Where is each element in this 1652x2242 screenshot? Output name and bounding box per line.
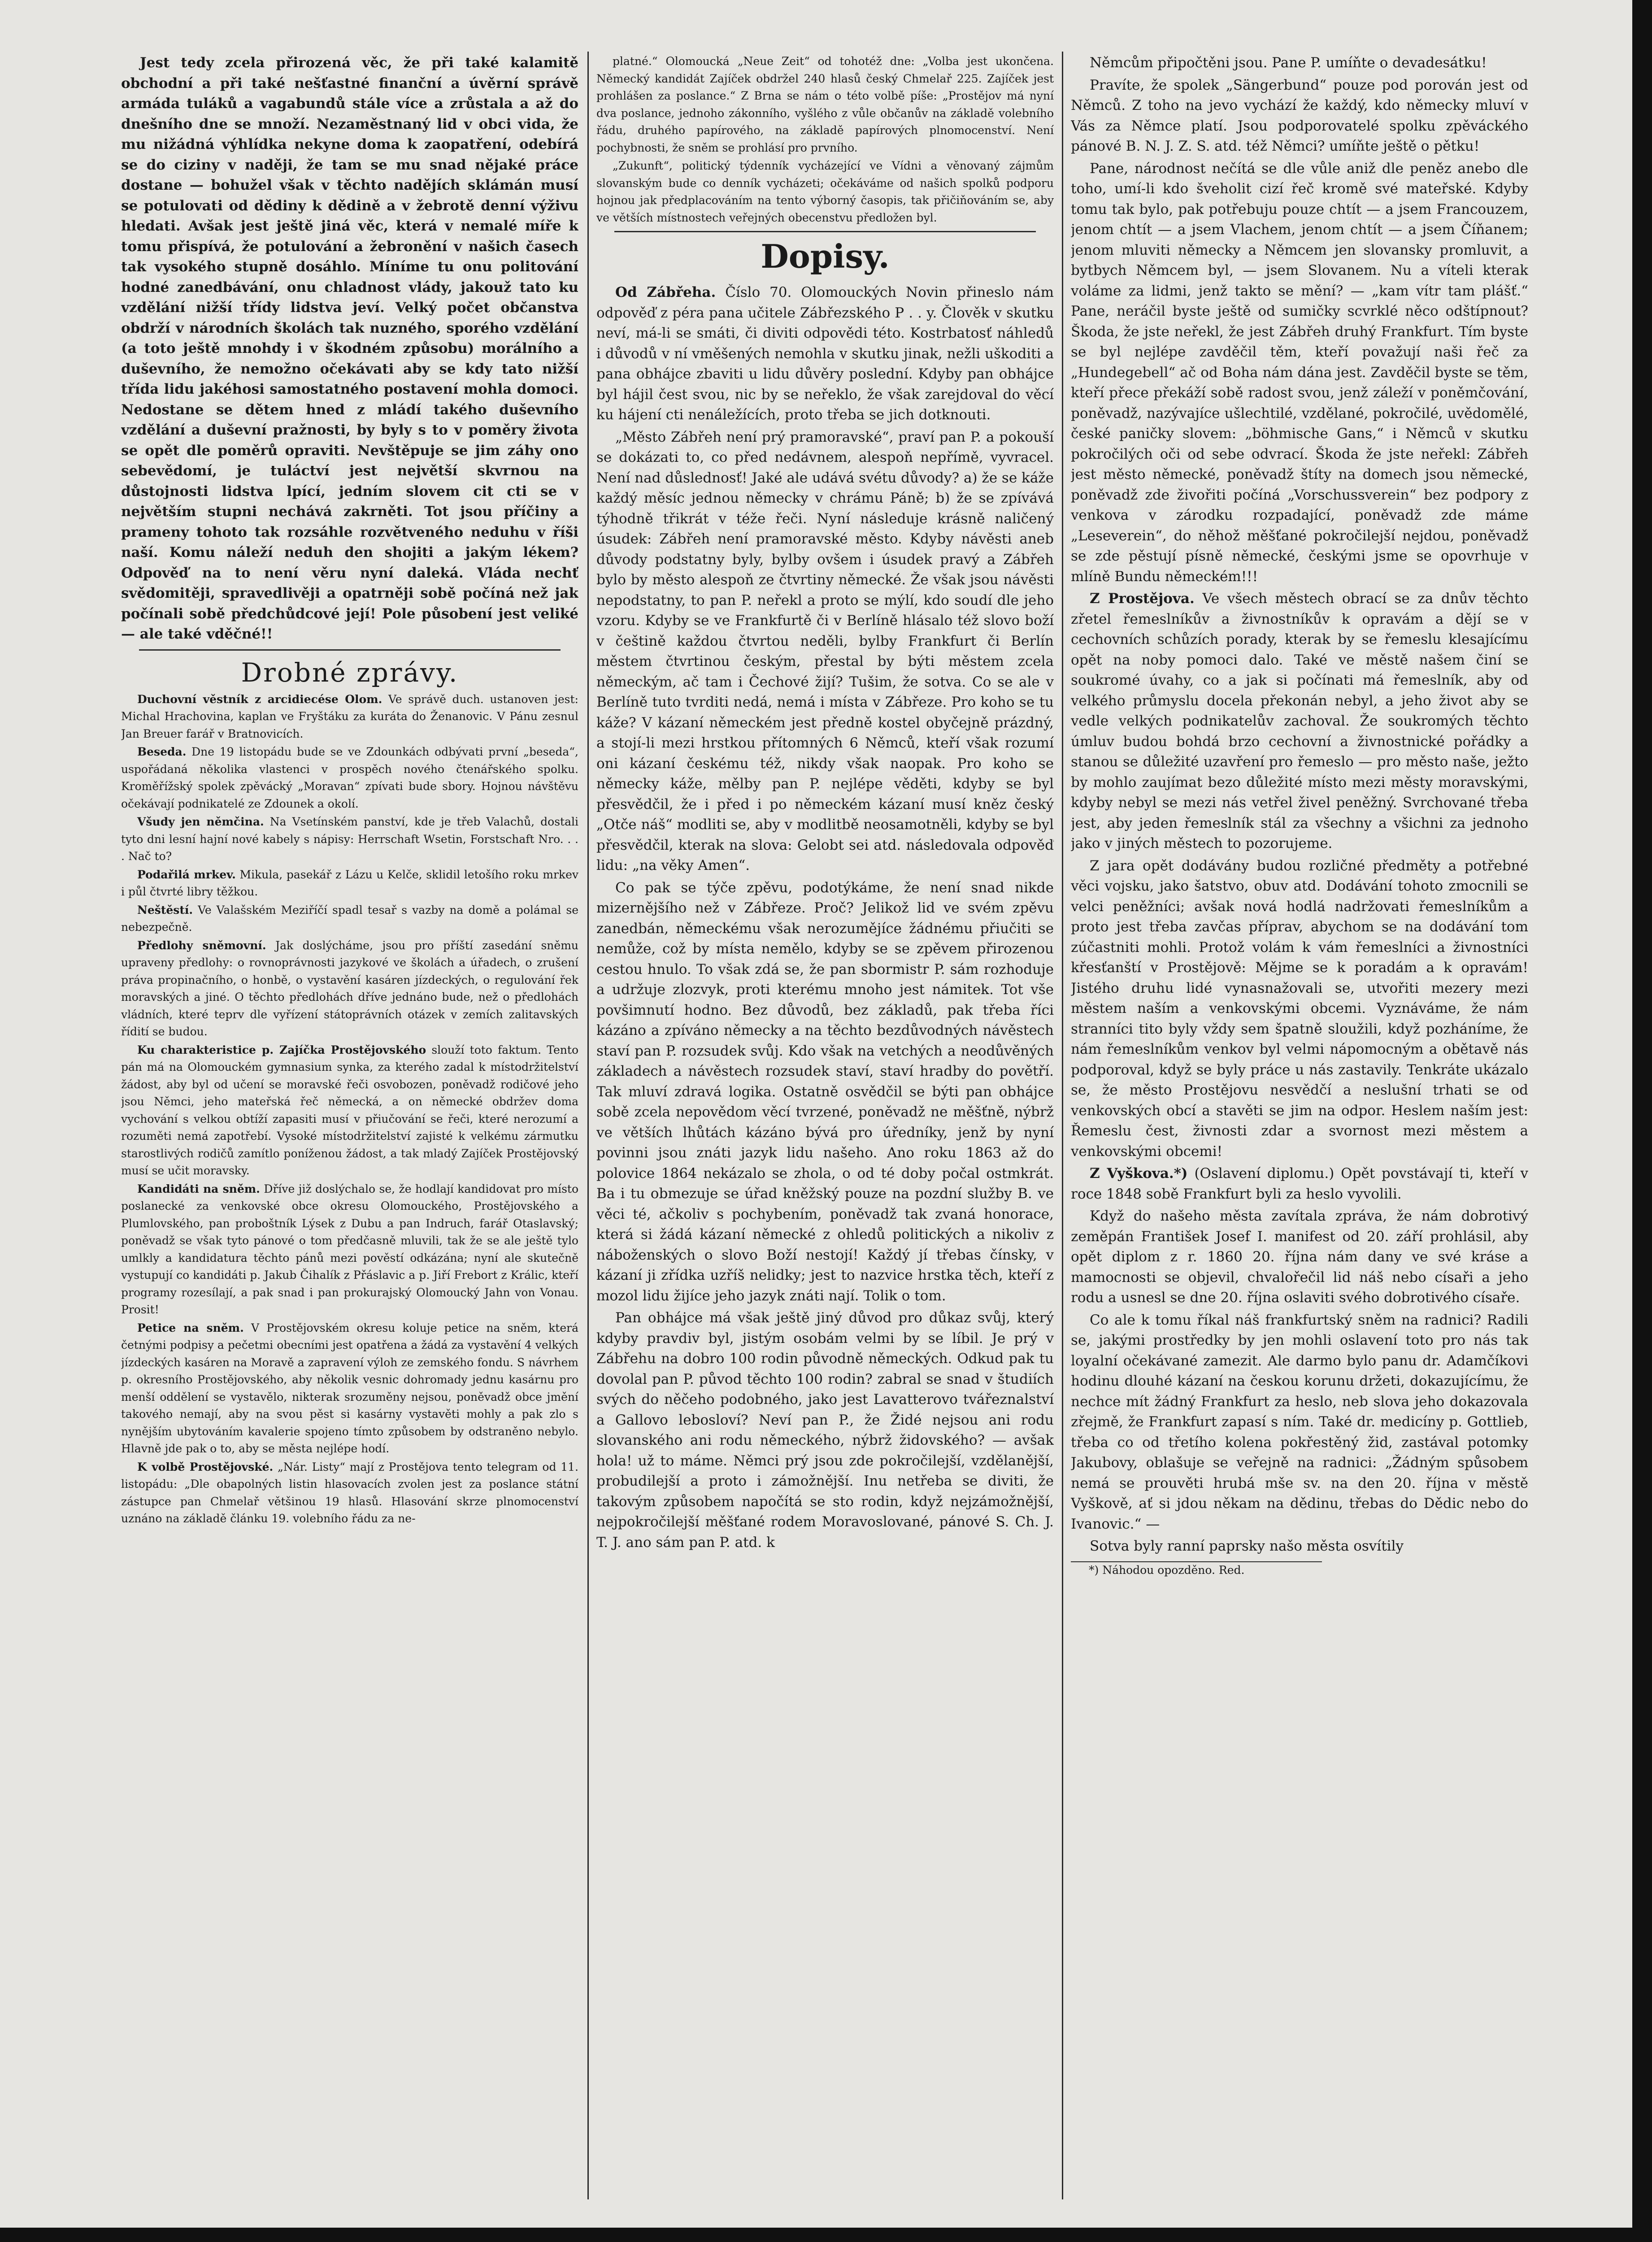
news-item-head: Ku charakteristice p. Zajíčka Prostějovského [137, 1043, 426, 1056]
article-paragraph [1071, 1310, 1528, 1535]
letter-paragraph-text: Číslo 70. Olomouckých Novin přineslo nám odpověď z péra pana učitele Zábřezského P . . y. Člověk v skutku neví, má-li se smáti, či diviti odpovědi této. Kostrbatosť náhledů i důvodů v ní vměšených nemohla v skutku jinak, nežli uškoditi a pana obhájce zbaviti u lidu důvěry poslední. Kdyby pan obhájce byl hájil čest svou, nic by se neřeklo, že však zarejdoval do věcí ku hájení cti nenáležících, proto třeba se jich dotknouti. [596, 284, 1054, 423]
letter-paragraph [596, 427, 1054, 876]
divider [139, 649, 561, 651]
article-paragraph-head: Z Vyškova.*) [1090, 1165, 1188, 1182]
article-paragraph-text: Pane, národnost nečítá se dle vůle aniž dle peněz anebo dle toho, umí-li kdo šveholit cizí řeč kromě své mateřské. Kdyby tomu tak bylo, pak potřebuju pouze chtít — a jsem Francouzem, jenom chtít — a jsem Vlachem, jenom chtít — a jsem Číňanem; jenom mluviti německy a Němcem jen slovansky promluvit, a bytbych Němcem byl, — jsem Slovanem. Nu a víteli kterak voláme za lidmi, jenž takto se mění? — „kam vítr tam plášť.“ Pane, neráčil byste ještě od sumičky scvrklé něco odštípnout? Škoda, že jste neřekl, že jest Zábřeh druhý Frankfurt. Tím byste se byl nejlépe zavděčil těm, kteří považují naši řeč za „Hundegebell“ ač od Boha nám dána jest. Zavděčil byste se těm, kteří přece překáží sobě radost svou, jenž záleží v poněmčování, poněvadž, nazývajíce ušlechtilé, vzdělané, pokročilé, uvědomělé, české paničky slovem: „böhmische Gans,“ i Němců v skutku pokročilých oči od sebe odvrací. Škoda že jste neřekl: Zábřeh jest město německé, poněvadž štíty na domech jsou německé, poněvadž zde živořiti počíná „Vorschussverein“ bez podpory z venkova v zárodku rozpadající, poněvadž zde máme „Leseverein“, do něhož měšťané pokročilejší nejdou, poněvadž se zde pěstují písně německé, českými jsme se opovrhuje v mlíně Bundu německém!!! [1071, 160, 1528, 585]
article-paragraph [1071, 1206, 1528, 1308]
scan-edge-right [1632, 0, 1652, 2242]
article-paragraph-text: Když do našeho města zavítala zpráva, že nám dobrotivý zeměpán František Josef I. manifest od 20. září prohlásil, aby opět diplom z r. 1860 20. října nám dany ve své kráse a mamocnosti se objevil, chvalořečil lid náš nebo císaři a jeho rodu a usnesl se dne 20. října oslaviti svého dobrotivého císaře. [1071, 1208, 1528, 1306]
footnote: *) Náhodou opozděno. Red. [1071, 1561, 1322, 1578]
news-item-text: Dříve již doslýchalo se, že hodlají kandidovat pro místo poslanecké za venkovské obce okresu Olomouckého, Prostějovského a Plumlovského, pan proboštník Lýsek z Dubu a pan Indruch, farář Otaslavský; poněvadž se však tyto pánové o tom předčasně mluvili, tak že se ale ještě tylo umlkly a kandidatura těchto pánů mezi pověstí odkázána; nyní ale skutečně vystupují co kandidáti p. Jakub Čihalík z Přáslavic a p. Jiří Frebort z Králic, kteří programy rozesílají, a pak snad i pan prokurajský Olomoucký Jahn von Vonau. Prosit! [121, 1182, 578, 1316]
zukunft-note: „Zukunft“, politický týdenník vycházející ve Vídni a věnovaný zájmům slovanským bude co denník vycházeti; očekáváme od našich spolků podporu hojnou jak předplacováním na tento výborný časopis, tak přičiňováním se, aby ve větších místnostech veřejných obecenstvu předložen byl. [596, 159, 1054, 224]
news-item-text: Dne 19 listopádu bude se ve Zdounkách odbývati první „beseda“, uspořádaná několika vlastenci v prospěch nového čtenářského spolku. Kroměřížský spolek zpěvácký „Moravan“ zpívati bude sbory. Hojnou návštěvu očekávají podnikatelé ze Zdounek a okolí. [121, 745, 578, 810]
news-item-head: Kandidáti na sněm. [137, 1182, 260, 1195]
news-item [121, 813, 578, 865]
letter-paragraph [596, 878, 1054, 1307]
news-item-text: Ve Valašském Meziříčí spadl tesař s vazby na domě a polámal se nebezpečně. [121, 903, 578, 934]
article-paragraph-text: (Oslavení diplomu.) Opět povstávají ti, kteří v roce 1848 sobě Frankfurt byli za heslo vyvolili. [1071, 1165, 1528, 1202]
article-paragraph-text: Co ale k tomu říkal náš frankfurtský sněm na radnici? Radili se, jakými prostředky by jen mohli oslavení toto pro nás tak loyalní očekávané zamezit. Ale darmo bylo panu dr. Adamčíkovi hodinu dlouhé kázaní na českou korunu držeti, dokazujícímu, že nechce mít žádný Frankfurt za heslo, neb slova jeho dokazovala zřejmě, že Frankfurt zapasí s ním. Také dr. medicíny p. Gottlieb, třeba co od třetího kolena pokřestěný žid, zastával potomky Jakubovy, oblašuje se veřejně na radnici: „Žádným spůsobem nemá se prouvěti hrubá mše sv. na den 20. října v městě Vyškově, ať si jdou někam na dědinu, třebas do Dědic nebo do Ivanovic.“ — [1071, 1312, 1528, 1532]
news-items [121, 691, 578, 1528]
article-paragraph [1071, 75, 1528, 157]
column-rule [1062, 52, 1063, 2199]
divider [614, 231, 1036, 232]
news-item [121, 743, 578, 813]
column-1 [121, 53, 578, 2192]
intro-paragraph: Jest tedy zcela přirozená věc, že při také kalamitě obchodní a při také nešťastné finanční a úvěrní správě armáda tuláků a vagabundů stále více a zrůstala a až do dnešního dne se množí. Nezaměstnaný lid v obci vida, že mu nižádná výhlídka nekyne doma k zaopatření, odebírá se do ciziny v naději, že tam se mu snad nějaké práce dostane — bohužel však v těchto nadějích sklámán musí se potulovati od dědiny k dědině a v žebrotě denní výživu hledati. Avšak jest ještě jiná věc, která v nemalé míře k tomu přispívá, že potulování a žebronění v našich časech tak vysokého stupně dosáhlo. Míníme tu onu politování hodné zanedbávání, onu chladnost vlády, jakouž tato ku vzdělání nižší třídy lidstva jeví. Velký počet občanstva obdrží v národních školách tak nuzného, sporého vzdělání (a toto ještě mnohdy i v škodném způsobu) morálního a duševního, že nemožno očekávati aby se kdy tato nižší třída lidu jakéhosi samostatného postavení mohla domoci. Nedostane se dětem hned z mládí takého duševního vzdělání a duševní pražnosti, by byly s to v poměry života se opět dle poměrů opraviti. Nevštěpuje se jim záhy ono sebevědomí, je tuláctví jest největší skvrnou na důstojnosti lidstva lpící, jedním slovem cit cti se v největším stupni nechává zakrněti. Tot jsou příčiny a prameny tohoto tak rozsáhle rozvětveného neduhu v říši naší. Komu náleží neduh den shojiti a jakým lékem? Odpověď na to není věru nyní daleká. Vláda nechť svědomitěji, spravedlivěji a opatrněji sobě počíná než jak počínali sobě předchůdcové její! Pole působení jest veliké — ale také vděčné!! [121, 55, 578, 642]
article-paragraph [1071, 589, 1528, 854]
news-item-head: Duchovní věstník z arcidiecése Olom. [137, 692, 383, 706]
letters [596, 282, 1054, 1553]
news-item-head: Petice na sněm. [137, 1321, 244, 1334]
scan-edge-bottom [0, 2228, 1652, 2242]
letter-paragraph [596, 282, 1054, 426]
article-paragraph [1071, 1164, 1528, 1204]
column-3-paragraphs [1071, 53, 1528, 1557]
news-item [121, 937, 578, 1041]
news-item [121, 1042, 578, 1180]
news-item [121, 1459, 578, 1528]
news-item-head: Všudy jen němčina. [137, 815, 264, 828]
news-item [121, 866, 578, 901]
news-item-head: Předlohy sněmovní. [137, 939, 266, 952]
news-item-head: K volbě Prostějovské. [137, 1460, 274, 1473]
column-rule [587, 52, 589, 2199]
news-item-text: Ve správě duch. ustanoven jest: Michal Hrachovina, kaplan ve Fryštáku za kuráta do Ženanovic. V Pánu zesnul Jan Breuer farář v Bratnovicích. [121, 692, 578, 740]
news-item-text: Mikula, pasekář z Lázu u Kelče, sklidil letošího roku mrkev i půl čtvrté libry těžkou. [121, 868, 578, 898]
article-paragraph [1071, 1536, 1528, 1557]
article-paragraph-text: Němcům připočtěni jsou. Pane P. umíňte o devadesátku! [1090, 55, 1487, 71]
news-item-text: „Nár. Listy“ mají z Prostějova tento telegram od 11. listopádu: „Dle obapolných listin hlasovacích zvolen jest za poslance státní zástupce pan Chmelař většinou 19 hlasů. Hlasování skrze plnomocenství uznáno na základě článku 19. volebního řádu za ne- [121, 1460, 578, 1525]
news-item-text: Na Vsetínském panství, kde je třeb Valachů, dostali tyto dni lesní hajní nové kabely s nápisy: Herrschaft Wsetin, Forstschaft Nro. . . . Nač to? [121, 815, 578, 863]
letter-paragraph-head: Od Zábřeha. [615, 284, 716, 300]
news-item [121, 902, 578, 936]
news-item-head: Neštěstí. [137, 903, 193, 917]
vote-report: platné.“ Olomoucká „Neue Zeit“ od tohotéž dne: „Volba jest ukončena. Německý kandidát Zajíček obdržel 240 hlasů český Chmelař 225. Zajíček jest prohlášen za poslance.“ Z Brna se nám o této volbě píše: „Prostějov má nyní dva poslance, jednoho zákonního, vyšlého z vůle občanův na základě volebního řádu, druhého papírového, na základě papírových plnomocenství. Není pochybnosti, že sněm se prohlásí pro prvního. [596, 55, 1054, 154]
article-paragraph-text: Ve všech městech obrací se za dnův těchto zřetel řemeslníkův a živnostníkův k opravám a dějí se v cechovních schůzích porady, kterak by se řemeslu klesajícímu opět na noby pomoci dalo. Také ve městě našem činí se soukromé úvahy, co a jak si počínati má řemeslník, aby od velkého průmyslu docela překonán nebyl, a jeho život aby se vedle velkých podnikatelův zachoval. Že soukromých těchto úmluv budou bohdá brzo cechovní a živnostnické pořádky a stanou se důležité uzavření pro řemeslo — pro město naše, ježto by mohlo zaujímat bezo důležité místo mezi městy moravskými, kdyby nebyl se mezi nás vetřel živel peněžný. Svrchované třeba jest, aby jeden řemeslník stál za všechny a všichni za jednoho jako v jiných městech to pozorujeme. [1071, 591, 1528, 852]
letter-paragraph-text: Co pak se týče zpěvu, podotýkáme, že není snad nikde mizernějšího než v Zábřeze. Proč? Jelikož lid ve svém zpěvu zanedbán, německému však nerozumějíce žádnému přiučiti se nemůže, což by místa nemělo, kdyby se se zpěvem přirozenou cestou hnulo. To však zdá se, že pan sbormistr P. sám rozhoduje a udržuje zlozvyk, proti kterému mnoho jest námitek. Tot vše povšimnutí hodno. Bez důvodů, bez základů, pak třeba říci kázáno a zpíváno německy a na těchto bezdůvodných návěstech staví pan P. rozsudek svůj. Kdo však na vetchých a neodůvěných základech a návěstech rozsudek staví, staví hradby do povětří. Tak mluví zdravá logika. Ostatně osvědčil se býti pan obhájce sobě zcela nepovědom věcí tvrzené, poněvadž ne měšťně, nýbrž ve větších lhůtách kázáno bývá pro úředníky, jenž by nyní povinni jsou znáti jazyk lidu našeho. Ano roku 1863 až do polovice 1864 nekázalo se zhola, o od té doby počal ostmkrát. Ba i tu obmezuje se úřad kněžský pouze na pozdní služby B. ve věci té, ačkoliv s pochybením, poněvadž tak zvaná honorace, která si žádá kázaní německé z ohledů politických a nikoliv z náboženských o slovo Boží nestojí! Každý jí třebas čínsky, v kázaní ji zřídka uzříš nelidky; jest to nazvice hrstka těch, kteří z mozol lidu žijíce jeho jazyk znáti nají. Tolik o tom. [596, 879, 1054, 1304]
article-paragraph [1071, 53, 1528, 74]
letter-paragraph [596, 1308, 1054, 1553]
section-title-drobne-zpravy: Drobné zprávy. [241, 657, 459, 688]
section-title-dopisy: Dopisy. [761, 237, 890, 275]
letter-paragraph-text: „Město Zábřeh není prý pramoravské“, praví pan P. a pokouší se dokázati to, co před nedávnem, alespoň nepřímě, vyvracel. Není nad důslednosť! Jaké ale udává svétu důvody? a) že se káže každý měsíc jednou německy v chrámu Páně; b) že se zpívává týhodně třikrát v téže řeči. Nyní následuje krásně naličený úsudek: Zábřeh není pramoravské město. Kdyby návěsti aneb důvody podstatny byly, bylby ovšem i úsudek pravý a Zábřeh bylo by město alespoň ze čtvrtiny německé. Že však jsou návěsti nepodstatny, to pan P. neřekl a proto se mýlí, kdo soudí dle jeho vzoru. Kdyby se ve Frankfurtě či v Berlíně hlásalo též slovo boží v češtině každou čtvrtou neděli, bylby Frankfurt či Berlín městem čtvrtinou českým, přestal by býti městem zcela německým, ač tam i Čechové žijí? Tušim, že sotva. Co se ale v Berlíně tuto tvrditi nedá, nemá i místa v Zábřeze. Pro koho se tu káže? V kázaní německém jest předně kostel obyčejně prázdný, a stojí-li mezi hrstkou přítomných 6 Němců, kteří však rozumí oni kázaní českému též, nikdy však naopak. Pro koho se německy káže, mělby pan P. nejlépe věděti, kdyby se byl přesvědčil, že i před i po německém kázaní musí kněz český „Otče náš“ modliti se, aby v modlitbě neosamotněli, kdyby se byl přesvědčil, kterak na slova: Gelobt sei atd. následovala odpověď lidu: „na věky Amen“. [596, 429, 1054, 873]
article-paragraph [1071, 159, 1528, 587]
news-item-head: Podařilá mrkev. [137, 868, 236, 881]
column-2-top-notes [596, 53, 1054, 226]
article-paragraph-text: Z jara opět dodávány budou rozličné předměty a potřebné věci vojsku, jako šatstvo, obuv atd. Dodávání tohoto zmocnili se velci peněžníci; avšak nová hodlá nadržovati řemeslníkům a proto jest třeba zavčas příprav, abychom se na dodávání tom zúčastniti mohli. Protož volám k vám řemeslníci a živnostníci křesťanští v Prostějově: Mějme se k poradám a k opravám! Jistého druhu lidé vynasnažovali se, utvořiti mezery mezi městem naším a venkovskými obcemi. Vyznáváme, že nám stranníci tito byly vždy sem špatně sloužili, když pozháníme, že nám řemeslníkům venkov byl velmi nápomocným a obětavě nás podporoval, když se byly práce u nás zastavily. Tenkráte ukázalo se, že město Prostějovu nesvědčí a neslušní trhati se od venkovských obcí a stavěti se jim na odpor. Heslem naším jest: Řemeslu čest, živnosti zdar a svornost mezi městem a venkovskými obcemi! [1071, 857, 1528, 1160]
article-paragraph [1071, 856, 1528, 1162]
column-3 [1071, 53, 1528, 2192]
news-item-text: V Prostějovském okresu koluje petice na sněm, která četnými podpisy a pečetmi obecními jest opatřena a žádá za vystavění 4 velkých jízdeckých kasáren na Moravě a zapravení výloh ze zemského fondu. S návrhem p. okresního Prostějovského, aby několik vesnic dohromady jednu kasárnu pro menší oddělení se vystavělo, nikterak srozuměny nejsou, poněvadž obce jmění takového nemají, aby na svou pěst si kasárny vystavěti mohly a pak zlo s nynějším ubytováním kavalerie spojeno tímto způsobem by odstraněno nebylo. Hlavně jde pak o to, aby se města nejlépe hodí. [121, 1321, 578, 1455]
news-item-text: slouží toto faktum. Tento pán má na Olomouckém gymnasium synka, za kterého zadal k místodržitelství žádost, aby byl od učení se moravské řeči osvobozen, poněvadž rodičové jeho jsou Němci, jeho mateřská řeč německá, a on německé obdržev doma vychování s velkou obtíží zapasiti musí v přiučování se řeči, které nerozumí a rozuměti nemá zapotřebí. Vysoké místodržitelství zajisté k velkému zármutku starostlivých rodičů zamítlo poníženou žádost, a tak mladý Zajíček Prostějovský musí se učit moravsky. [121, 1043, 578, 1177]
letter-paragraph-text: Pan obhájce má však ještě jiný důvod pro důkaz svůj, který kdyby pravdiv byl, jistým osobám velmi by se líbil. Je prý v Zábřehu na dobro 100 rodin původně německých. Odkud pak tu dovolal pan P. původ těchto 100 rodin? zabral se snad v študiích svých do něčeho podobného, jako jest Lavatterovo tvářeznalství a Gallovo lebosloví? Neví pan P., že Židé nejsou ani rodu slovanského ani rodu německého, nýbrž židovského? — avšak hola! už to máme. Němci prý jsou zde pokročilejší, vzdělanější, probudilejší a proto i zámožnější. Inu netřeba se diviti, že takovým způsobem napočítá se sto rodin, když nejzámožnější, nejpokročilejší měšťané rodem Moravoslované, pánové S. Ch. J. T. J. ano sám pan P. atd. k [596, 1310, 1054, 1551]
news-item-text: Jak doslýcháme, jsou pro příští zasedání sněmu upraveny předlohy: o rovnoprávnosti jazykové ve školách a úřadech, o zrušení práva propinačního, o honbě, o vystavění kasáren jízdeckých, o regulování řek moravských a jiné. O těchto předlohách dříve jednáno bude, než o předlohách vládních, které teprv dle vyřízení státoprávních otázek v zemích zalitavských řídití se budou. [121, 939, 578, 1038]
article-paragraph-text: Sotva byly ranní paprsky našo města osvítily [1090, 1538, 1404, 1554]
news-item [121, 1181, 578, 1319]
column-2 [596, 53, 1054, 2192]
article-paragraph-head: Z Prostějova. [1090, 591, 1195, 607]
article-paragraph-text: Pravíte, že spolek „Sängerbund“ pouze pod porován jest od Němců. Z toho na jevo vychází že každý, kdo německy mluví v Vás za Němce platí. Jsou podporovatelé spolku zpěváckého pánové B. N. J. Z. S. atd. též Němci? umíňte ještě o pětku! [1071, 77, 1528, 154]
news-item [121, 1320, 578, 1458]
news-item [121, 691, 578, 743]
news-item-head: Beseda. [137, 745, 187, 758]
